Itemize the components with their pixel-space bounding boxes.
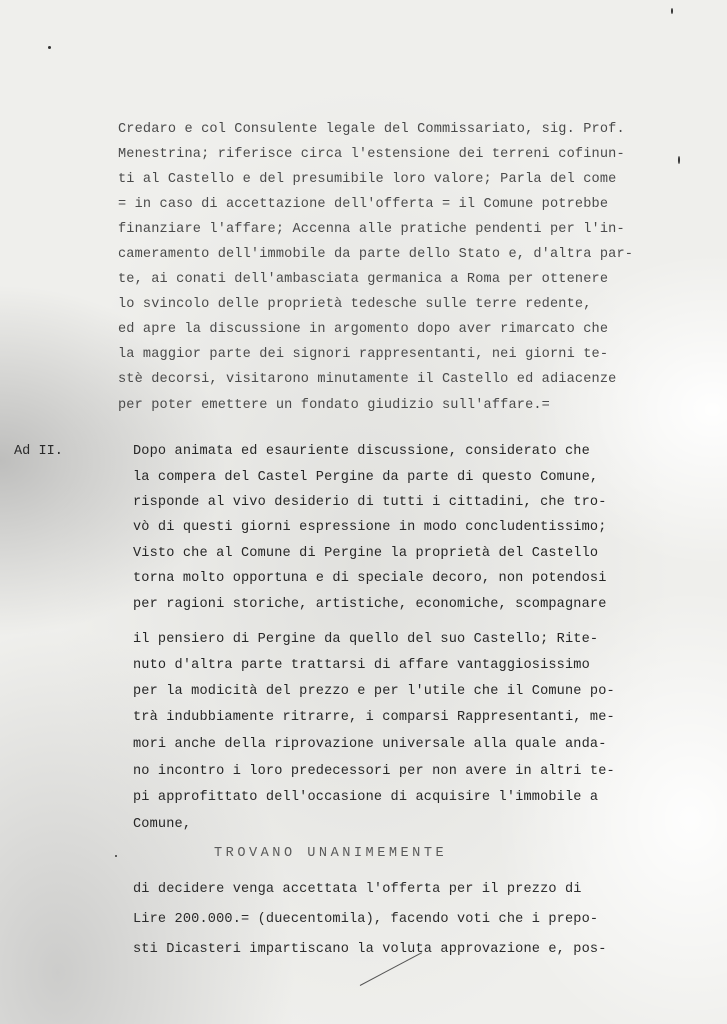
section-label: Ad II. xyxy=(14,444,63,459)
text-line: trà indubbiamente ritrarre, i comparsi Rappresentanti, me- xyxy=(133,710,615,725)
text-line: nuto d'altra parte trattarsi di affare vantaggiosissimo xyxy=(133,658,590,673)
text-line: ed apre la discussione in argomento dopo aver rimarcato che xyxy=(118,322,609,337)
heading-trovano: TROVANO UNANIMEMENTE xyxy=(214,846,448,861)
text-line: di decidere venga accettata l'offerta per il prezzo di xyxy=(133,882,582,897)
text-line: Lire 200.000.= (duecentomila), facendo voti che i prepo- xyxy=(133,912,599,927)
text-line: sti Dicasteri impartiscano la voluta approvazione e, pos- xyxy=(133,942,607,957)
text-line: cameramento dell'immobile da parte dello Stato e, d'altra par- xyxy=(118,247,634,262)
text-line: no incontro i loro predecessori per non avere in altri te- xyxy=(133,764,615,779)
ink-speck xyxy=(115,855,117,857)
text-line: Visto che al Comune di Pergine la proprietà del Castello xyxy=(133,546,599,561)
text-line: Dopo animata ed esauriente discussione, considerato che xyxy=(133,444,590,459)
text-line: finanziare l'affare; Accenna alle pratiche pendenti per l'in- xyxy=(118,222,625,237)
text-line: te, ai conati dell'ambasciata germanica a Roma per ottenere xyxy=(118,272,609,287)
text-line: torna molto opportuna e di speciale decoro, non potendosi xyxy=(133,571,607,586)
text-line: per ragioni storiche, artistiche, economiche, scompagnare xyxy=(133,597,607,612)
text-line: Credaro e col Consulente legale del Commissariato, sig. Prof. xyxy=(118,122,625,137)
text-line: Comune, xyxy=(133,817,192,832)
ink-speck xyxy=(671,8,673,14)
text-line: il pensiero di Pergine da quello del suo Castello; Rite- xyxy=(133,632,599,647)
text-line: lo svincolo delle proprietà tedesche sulle terre redente, xyxy=(118,297,592,312)
text-line: per poter emettere un fondato giudizio sull'affare.= xyxy=(118,398,550,413)
text-line: stè decorsi, visitarono minutamente il Castello ed adiacenze xyxy=(118,372,617,387)
text-line: pi approfittato dell'occasione di acquisire l'immobile a xyxy=(133,790,599,805)
ink-speck xyxy=(678,156,680,164)
text-line: = in caso di accettazione dell'offerta = il Comune potrebbe xyxy=(118,197,609,212)
text-line: vò di questi giorni espressione in modo concludentissimo; xyxy=(133,520,607,535)
text-line: mori anche della riprovazione universale alla quale anda- xyxy=(133,737,607,752)
text-line: Menestrina; riferisce circa l'estensione dei terreni cofinun- xyxy=(118,147,625,162)
text-line: per la modicità del prezzo e per l'utile che il Comune po- xyxy=(133,684,615,699)
text-line: ti al Castello e del presumibile loro valore; Parla del come xyxy=(118,172,617,187)
text-line: risponde al vivo desiderio di tutti i cittadini, che tro- xyxy=(133,495,607,510)
ink-speck xyxy=(48,46,51,49)
text-line: la maggior parte dei signori rappresentanti, nei giorni te- xyxy=(118,347,609,362)
text-line: la compera del Castel Pergine da parte di questo Comune, xyxy=(133,470,599,485)
